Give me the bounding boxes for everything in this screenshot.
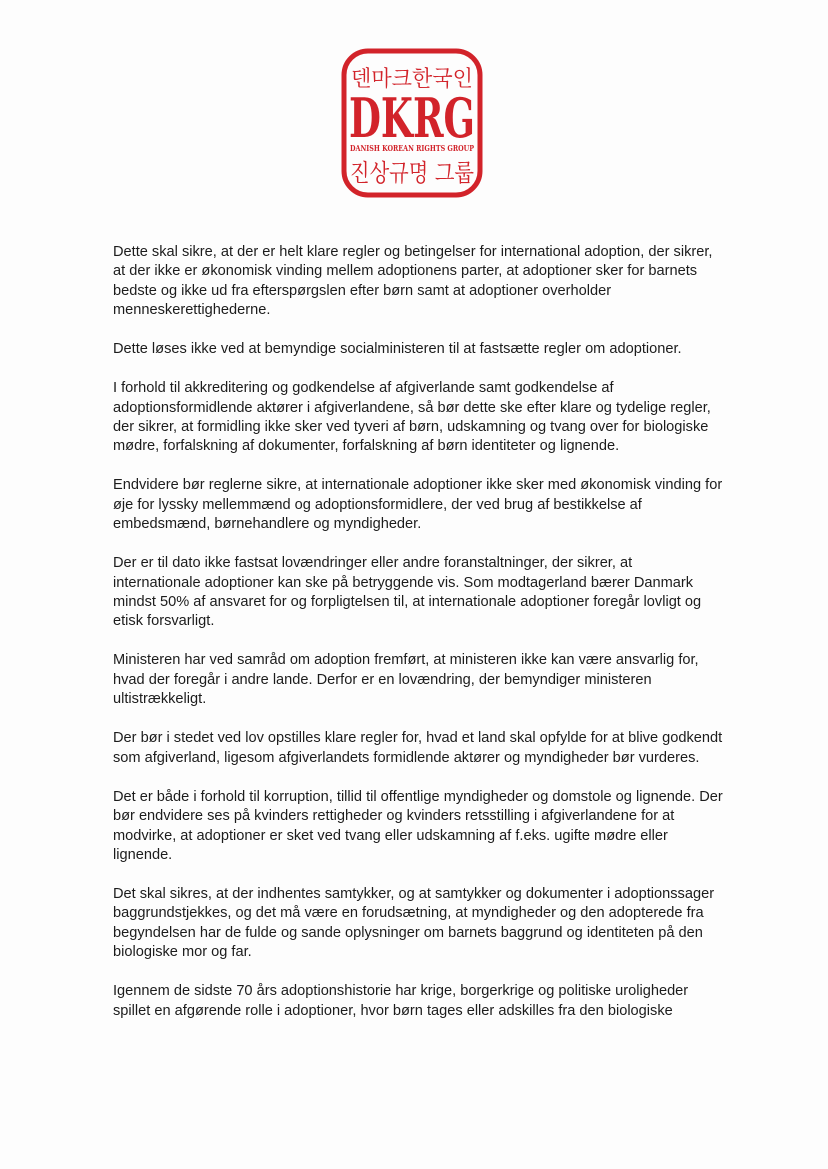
dkrg-logo	[341, 48, 483, 198]
paragraph: I forhold til akkreditering og godkendelse af afgiverlande samt godkendelse af adoptionsformidlende aktører i afgiverlandene, så bør dette ske efter klare og tydelige regler, der sikrer, at formidling ikke sker ved tyveri af børn, udskamning og tvang over for biologiske mødre, forfalskning af dokumenter, forfalskning af børn identiteter og lignende.	[113, 380, 711, 455]
paragraph: Det er både i forhold til korruption, tillid til offentlige myndigheder og domstole og lignende. Der bør endvidere ses på kvinders rettigheder og kvinders retsstilling i afgiverlandene for at modvirke, at adoptioner er sket ved tvang eller udskamning af f.eks. ugifte mødre eller lignende.	[113, 788, 723, 863]
paragraph: Der bør i stedet ved lov opstilles klare regler for, hvad et land skal opfylde for at blive godkendt som afgiverland, ligesom afgiverlandets formidlende aktører og myndigheder bør vurderes.	[113, 730, 723, 766]
paragraph: Dette skal sikre, at der er helt klare regler og betingelser for international adoption, der sikrer, at der ikke er økonomisk vinding mellem adoptionens parter, at adoptioner sker for barnets bedste og ikke ud fra efterspørgslen efter børn samt at adoptioner overholder menneskerettighederne.	[113, 244, 713, 319]
letter-body	[113, 243, 723, 1041]
paragraph: Ministeren har ved samråd om adoption fremført, at ministeren ikke kan være ansvarlig for, hvad der foregår i andre lande. Derfor er en lovændring, der bemyndiger ministeren ultistrækkeligt.	[113, 652, 699, 708]
paragraph: Der er til dato ikke fastsat lovændringer eller andre foranstaltninger, der sikrer, at internationale adoptioner kan ske på betryggende vis. Som modtagerland bærer Danmark mindst 50% af ansvaret for og forpligtelsen til, at internationale adoptioner foregår lovligt og etisk forsvarligt.	[113, 555, 702, 630]
logo-korean-top: 덴마크한국인	[351, 67, 473, 92]
logo-acronym: DKRG	[349, 86, 475, 150]
paragraph: Det skal sikres, at der indhentes samtykker, og at samtykker og dokumenter i adoptionssager baggrundstjekkes, og det må være en forudsætning, at myndigheder og den adopterede fra begyndelsen har de fulde og sande oplysninger om barnets baggrund og identiteten på den biologiske mor og far.	[113, 885, 715, 961]
logo-korean-bottom: 진상규명 그룹	[350, 159, 474, 187]
logo-subtitle: DANISH KOREAN RIGHTS GROUP	[350, 143, 474, 153]
paragraph: Dette løses ikke ved at bemyndige socialministeren til at fastsætte regler om adoptioner.	[113, 341, 682, 358]
paragraph: Igennem de sidste 70 års adoptionshistorie har krige, borgerkrige og politiske uroligheder spillet en afgørende rolle i adoptioner, hvor børn tages eller adskilles fra den biologiske	[113, 983, 689, 1019]
paragraph: Endvidere bør reglerne sikre, at internationale adoptioner ikke sker med økonomisk vinding for øje for lyssky mellemmænd og adoptionsformidlere, der ved brug af bestikkelse af embedsmænd, børnehandlere og myndigheder.	[113, 477, 723, 533]
